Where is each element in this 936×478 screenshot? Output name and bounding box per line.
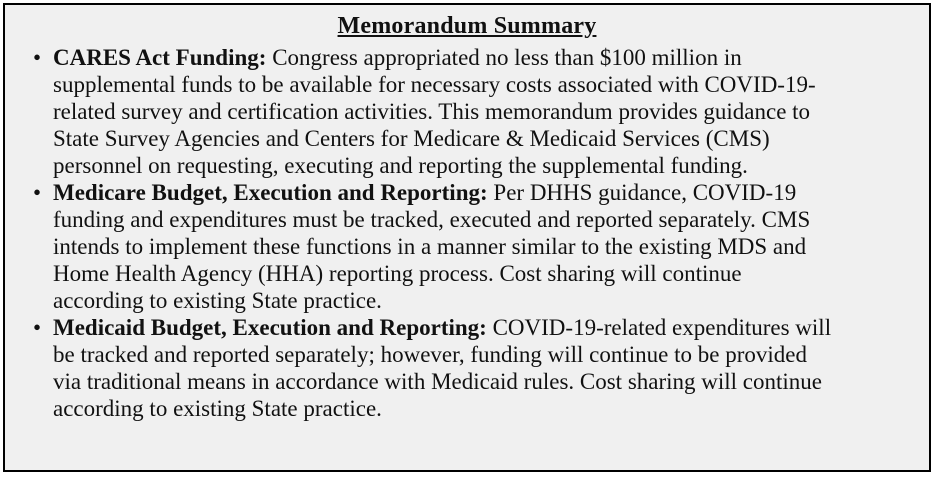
bullet-body: COVID-19-related expenditures will be tracked and reported separately; however, funding will continue to be provided via traditional means in accordance with Medicaid rules. Cost sharing will continue according to existing State practice. [53,315,832,421]
bullet-label: CARES Act Funding: [53,45,267,70]
memo-bullet-item [33,314,837,422]
bullet-text [53,44,837,179]
bullet-label: Medicaid Budget, Execution and Reporting: [53,315,487,340]
bullet-text [53,314,837,422]
bullet-text [53,179,837,314]
memo-bullet-item [33,44,837,179]
bullet-body: Congress appropriated no less than $100 million in supplemental funds to be available for necessary costs associated with COVID-19-related survey and certification activities. This memorandum provides guidance to State Survey Agencies and Centers for Medicare & Medicaid Services (CMS) personnel on requesting, executing and reporting the supplemental funding. [53,45,816,178]
bullet-icon: • [33,315,42,340]
memo-bullet-item [33,179,837,314]
bullet-label: Medicare Budget, Execution and Reporting: [53,180,488,205]
memo-summary-box [3,3,931,472]
bullet-icon: • [33,45,42,70]
memo-bullet-list [5,44,929,422]
bullet-body: Per DHHS guidance, COVID-19 funding and expenditures must be tracked, executed and reported separately. CMS intends to implement these functions in a manner similar to the existing MDS and Home Health Agency (HHA) reporting process. Cost sharing will continue according to existing State practice. [53,180,811,313]
memo-title: Memorandum Summary [337,13,597,39]
bullet-icon: • [33,180,42,205]
